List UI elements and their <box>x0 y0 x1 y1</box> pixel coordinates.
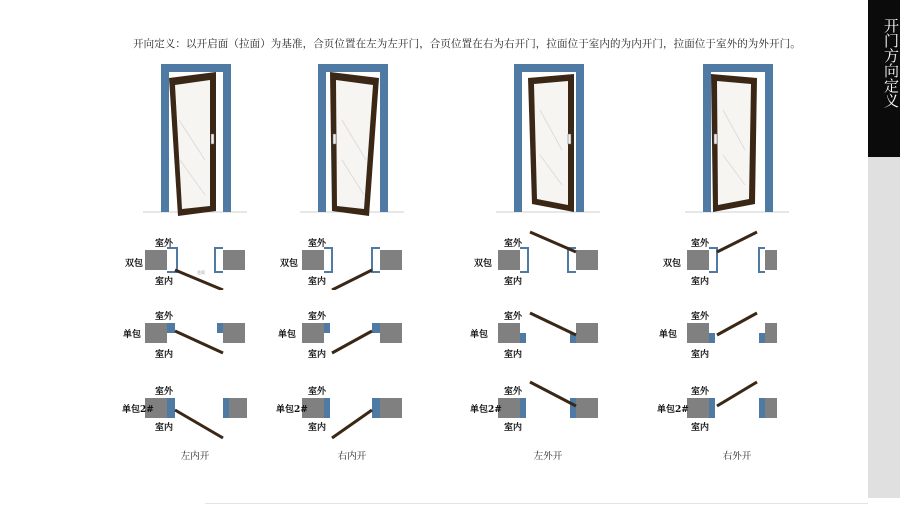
indoor-label: 室内 <box>308 423 327 433</box>
row-label: 单包2# <box>657 405 689 415</box>
side-panel <box>868 0 900 498</box>
outdoor-label: 室外 <box>155 312 174 322</box>
plan-single-wrap <box>262 305 442 365</box>
plan-single-wrap-2 <box>262 380 442 440</box>
footer-divider <box>205 503 868 504</box>
plan-double-wrap <box>262 230 442 290</box>
row-label: 双包 <box>663 259 682 269</box>
door-column-left-outward <box>458 60 638 480</box>
plan-single-wrap <box>647 305 827 365</box>
row-label: 单包 <box>278 330 297 340</box>
outdoor-label: 室外 <box>691 312 710 322</box>
row-label: 双包 <box>125 259 144 269</box>
side-title-box <box>868 0 900 157</box>
outdoor-label: 室外 <box>155 239 174 249</box>
outdoor-label: 室外 <box>504 312 523 322</box>
definition-text: 开向定义：以开启面（拉面）为基准，合页位置在左为左开门，合页位置在右为右开门，拉面位于室内的为内开门，拉面位于室外的为外开门。 <box>133 38 801 50</box>
plan-single-wrap <box>105 305 285 365</box>
row-label: 单包 <box>659 330 678 340</box>
plan-single-wrap-2 <box>647 380 827 440</box>
row-label: 单包2# <box>276 405 308 415</box>
column-caption: 右外开 <box>722 451 752 462</box>
svg-text:合页: 合页 <box>197 270 205 275</box>
indoor-label: 室内 <box>504 277 523 287</box>
indoor-label: 室内 <box>691 350 710 360</box>
door-elevation <box>105 60 285 220</box>
door-column-right-outward <box>647 60 827 480</box>
side-title: 开门方向定义 <box>882 18 900 108</box>
door-elevation <box>262 60 442 220</box>
plan-single-wrap <box>458 305 638 365</box>
row-label: 双包 <box>280 259 299 269</box>
row-label: 单包2# <box>122 405 154 415</box>
indoor-label: 室内 <box>308 277 327 287</box>
outdoor-label: 室外 <box>504 387 523 397</box>
outdoor-label: 室外 <box>308 312 327 322</box>
indoor-label: 室内 <box>504 423 523 433</box>
column-caption: 左外开 <box>533 451 563 462</box>
indoor-label: 室内 <box>155 423 174 433</box>
plan-double-wrap <box>458 230 638 290</box>
door-column-left-inward <box>105 60 285 480</box>
row-label: 单包 <box>123 330 142 340</box>
indoor-label: 室内 <box>155 277 174 287</box>
row-label: 单包2# <box>470 405 502 415</box>
door-elevation <box>647 60 827 220</box>
door-elevation <box>458 60 638 220</box>
row-label: 单包 <box>470 330 489 340</box>
door-column-right-inward <box>262 60 442 480</box>
row-label: 双包 <box>474 259 493 269</box>
outdoor-label: 室外 <box>504 239 523 249</box>
indoor-label: 室内 <box>155 350 174 360</box>
column-caption: 右内开 <box>337 451 367 462</box>
outdoor-label: 室外 <box>691 239 710 249</box>
outdoor-label: 室外 <box>155 387 174 397</box>
plan-single-wrap-2 <box>458 380 638 440</box>
plan-double-wrap <box>647 230 827 290</box>
indoor-label: 室内 <box>691 277 710 287</box>
outdoor-label: 室外 <box>691 387 710 397</box>
indoor-label: 室内 <box>308 350 327 360</box>
plan-double-wrap <box>105 230 285 290</box>
plan-single-wrap-2 <box>105 380 285 440</box>
indoor-label: 室内 <box>691 423 710 433</box>
column-caption: 左内开 <box>180 451 210 462</box>
outdoor-label: 室外 <box>308 239 327 249</box>
outdoor-label: 室外 <box>308 387 327 397</box>
indoor-label: 室内 <box>504 350 523 360</box>
